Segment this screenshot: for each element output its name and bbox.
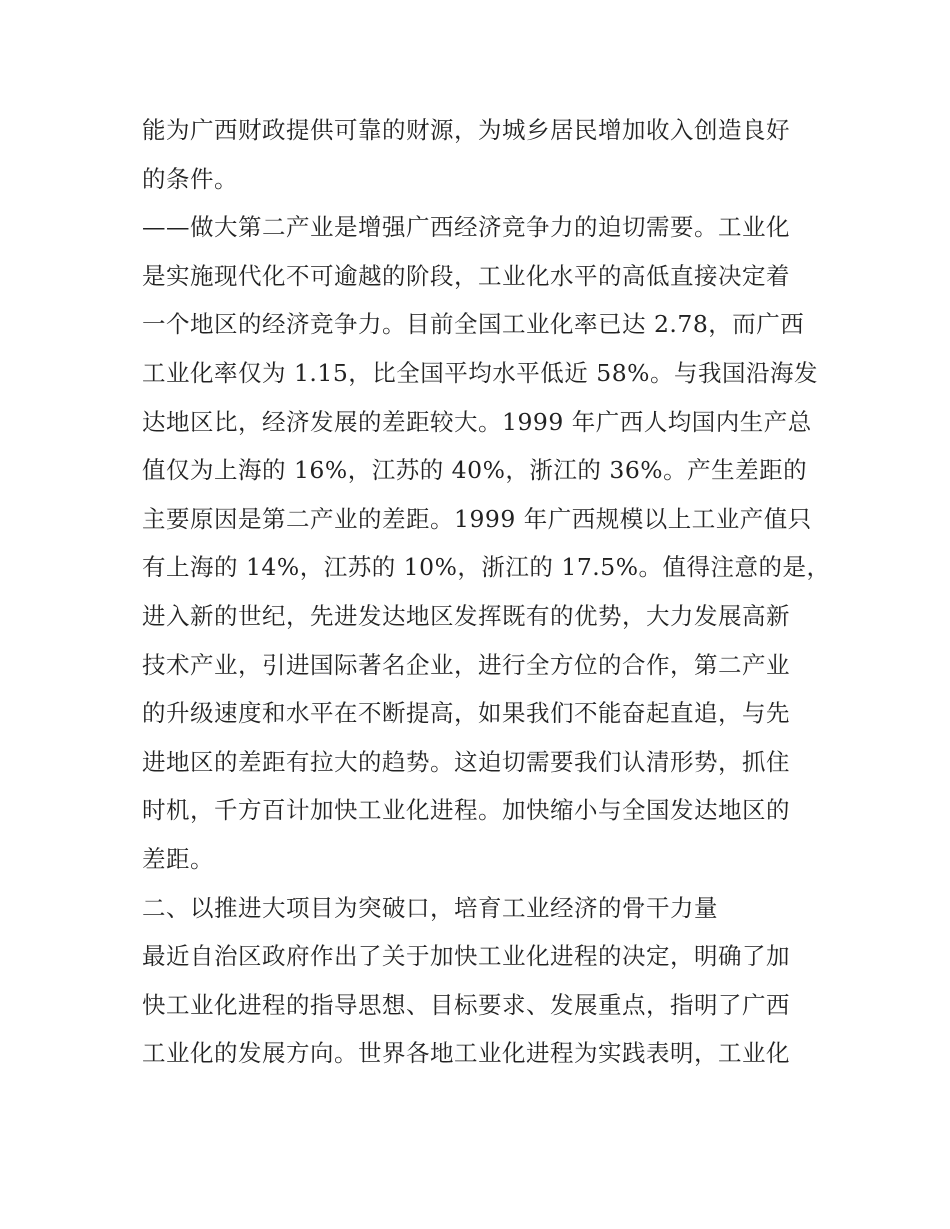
text-line: 能为广西财政提供可靠的财源，为城乡居民增加收入创造良好 [142, 116, 790, 144]
text-line: 的升级速度和水平在不断提高，如果我们不能奋起直追，与先 [142, 699, 790, 728]
text-line: 进入新的世纪，先进发达地区发挥既有的优势，大力发展高新 [142, 601, 790, 630]
text-line: 有上海的 14%，江苏的 10%，浙江的 17.5%。值得注意的是， [142, 553, 831, 582]
text-line: 主要原因是第二产业的差距。1999 年广西规模以上工业产值只 [142, 504, 812, 533]
section-heading: 二、以推进大项目为突破口，培育工业经济的骨干力量 [142, 893, 718, 922]
text-line: 进地区的差距有拉大的趋势。这迫切需要我们认清形势，抓住 [142, 747, 790, 776]
text-line: 差距。 [142, 844, 214, 873]
text-line: 的条件。 [142, 164, 238, 193]
text-line: 最近自治区政府作出了关于加快工业化进程的决定，明确了加 [142, 942, 790, 971]
text-line: 时机，千方百计加快工业化进程。加快缩小与全国发达地区的 [142, 796, 790, 825]
text-line: 一个地区的经济竞争力。目前全国工业化率已达 2.78，而广西 [142, 310, 805, 339]
text-line: 是实施现代化不可逾越的阶段，工业化水平的高低直接决定着 [142, 261, 790, 290]
text-line: 快工业化进程的指导思想、目标要求、发展重点，指明了广西 [142, 990, 790, 1019]
text-line: 工业化的发展方向。世界各地工业化进程为实践表明，工业化 [142, 1039, 790, 1068]
text-line: 工业化率仅为 1.15，比全国平均水平低近 58%。与我国沿海发 [142, 358, 818, 387]
text-line: ——做大第二产业是增强广西经济竞争力的迫切需要。工业化 [142, 213, 790, 242]
body-text [142, 106, 831, 1078]
text-line: 技术产业，引进国际著名企业，进行全方位的合作，第二产业 [142, 650, 790, 679]
text-line: 值仅为上海的 16%，江苏的 40%，浙江的 36%。产生差距的 [142, 456, 808, 485]
text-line: 达地区比，经济发展的差距较大。1999 年广西人均国内生产总 [142, 407, 812, 436]
